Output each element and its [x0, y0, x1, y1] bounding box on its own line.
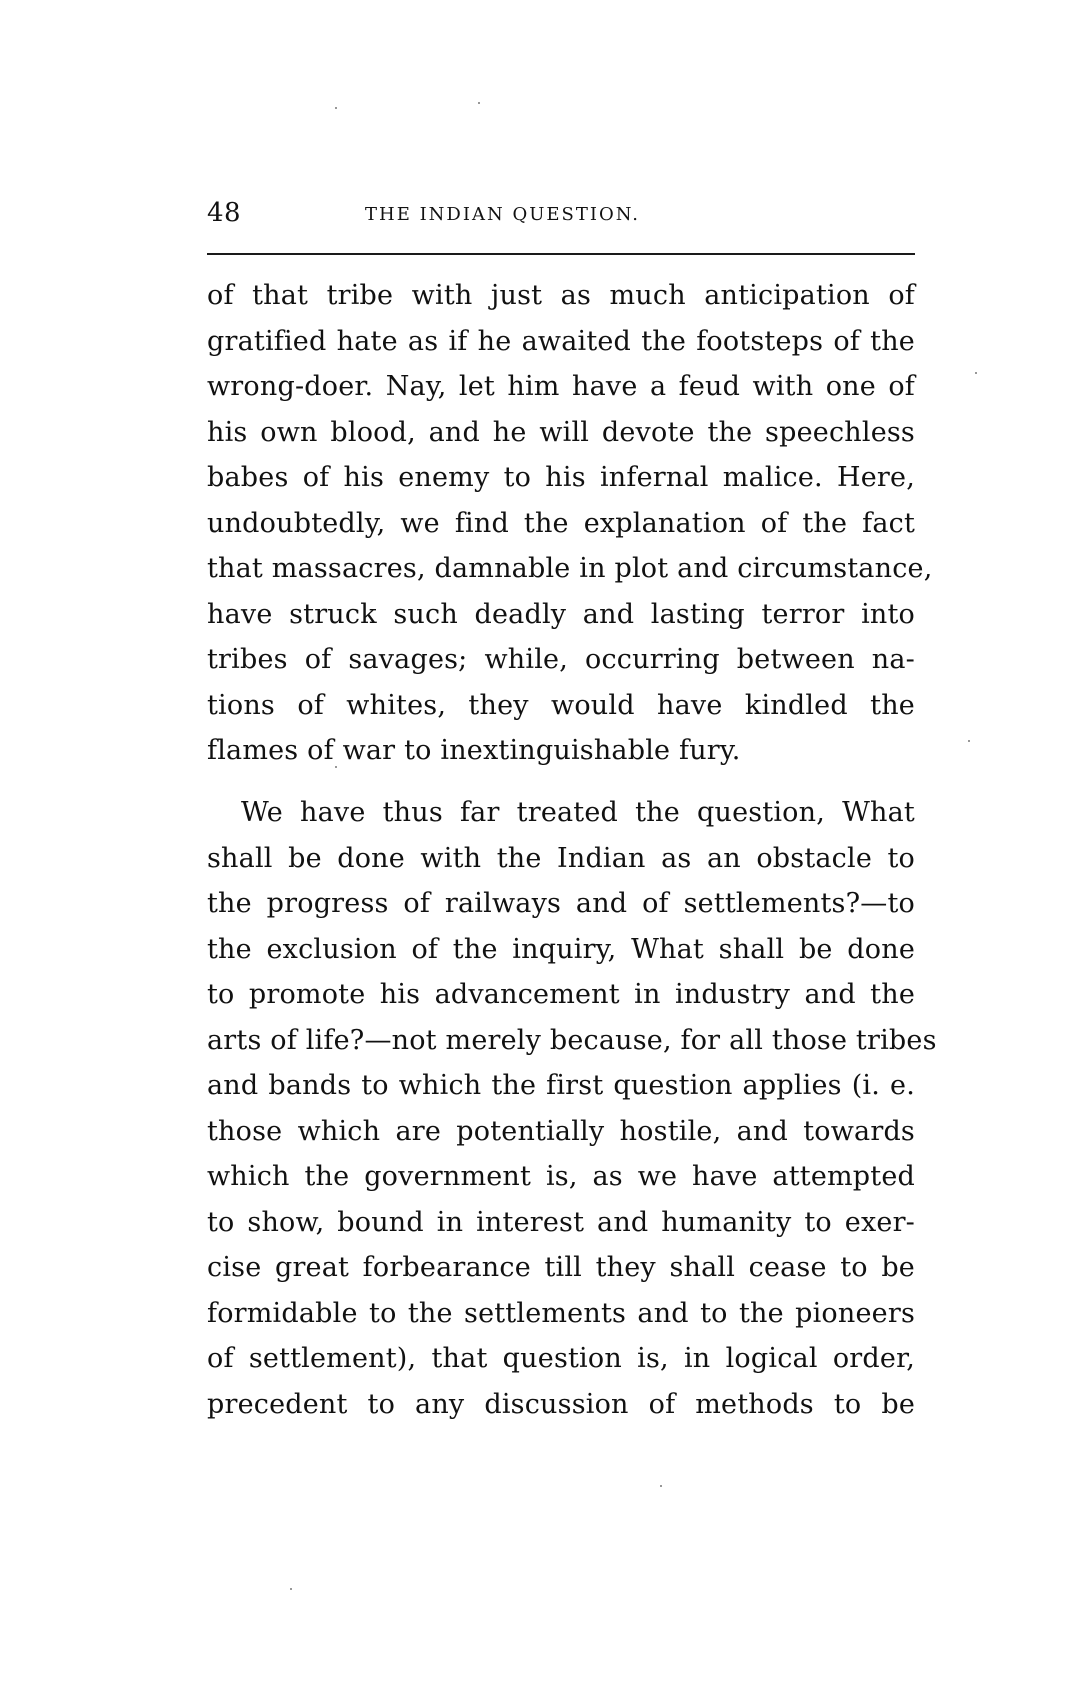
- scan-speck: [975, 372, 977, 374]
- text-line: the progress of railways and of settlements?—to: [207, 888, 915, 919]
- text-line: undoubtedly, we find the explanation of the fact: [207, 507, 915, 539]
- text-line: his own blood, and he will devote the speechless: [207, 416, 915, 448]
- text-line: of settlement), that question is, in logical order,: [207, 1343, 915, 1374]
- page-number: 48: [207, 198, 242, 228]
- scan-speck: [335, 107, 337, 109]
- scan-speck: [968, 740, 970, 742]
- text-line: to show, bound in interest and humanity to exer-: [207, 1206, 915, 1238]
- text-line: tribes of savages; while, occurring between na-: [207, 644, 915, 675]
- text-line: precedent to any discussion of methods to be: [207, 1388, 915, 1420]
- text-line: which the government is, as we have attempted: [207, 1161, 915, 1192]
- text-line: formidable to the settlements and to the pioneers: [207, 1297, 915, 1329]
- text-line: We have thus far treated the question, What: [241, 797, 915, 828]
- text-line: those which are potentially hostile, and towards: [207, 1115, 915, 1147]
- text-line: flames of war to inextinguishable fury.: [207, 735, 741, 766]
- text-line: have struck such deadly and lasting terror into: [207, 598, 915, 630]
- running-title: THE INDIAN QUESTION.: [365, 204, 641, 225]
- text-line: that massacres, damnable in plot and circumstance,: [207, 553, 933, 584]
- running-head: [207, 198, 915, 232]
- text-line: arts of life?—not merely because, for all those tribes: [207, 1024, 937, 1056]
- text-line: of that tribe with just as much anticipation of: [207, 280, 915, 311]
- scan-speck: [335, 766, 337, 768]
- scan-speck: [660, 1485, 662, 1487]
- text-line: the exclusion of the inquiry, What shall be done: [207, 933, 915, 965]
- text-line: tions of whites, they would have kindled the: [207, 689, 915, 721]
- scan-speck: [290, 1588, 292, 1590]
- header-rule: [207, 253, 915, 255]
- text-line: cise great forbearance till they shall cease to be: [207, 1252, 915, 1283]
- text-line: to promote his advancement in industry and the: [207, 979, 915, 1010]
- text-line: babes of his enemy to his infernal malice. Here,: [207, 462, 915, 493]
- text-line: shall be done with the Indian as an obstacle to: [207, 842, 915, 874]
- paragraph: [207, 790, 937, 1427]
- paragraph-continuation: [207, 273, 933, 774]
- text-line: and bands to which the first question applies (i. e.: [207, 1070, 915, 1101]
- text-line: gratified hate as if he awaited the footsteps of the: [207, 325, 915, 357]
- text-line: wrong-doer. Nay, let him have a feud with one of: [207, 371, 915, 402]
- scan-speck: [478, 102, 480, 104]
